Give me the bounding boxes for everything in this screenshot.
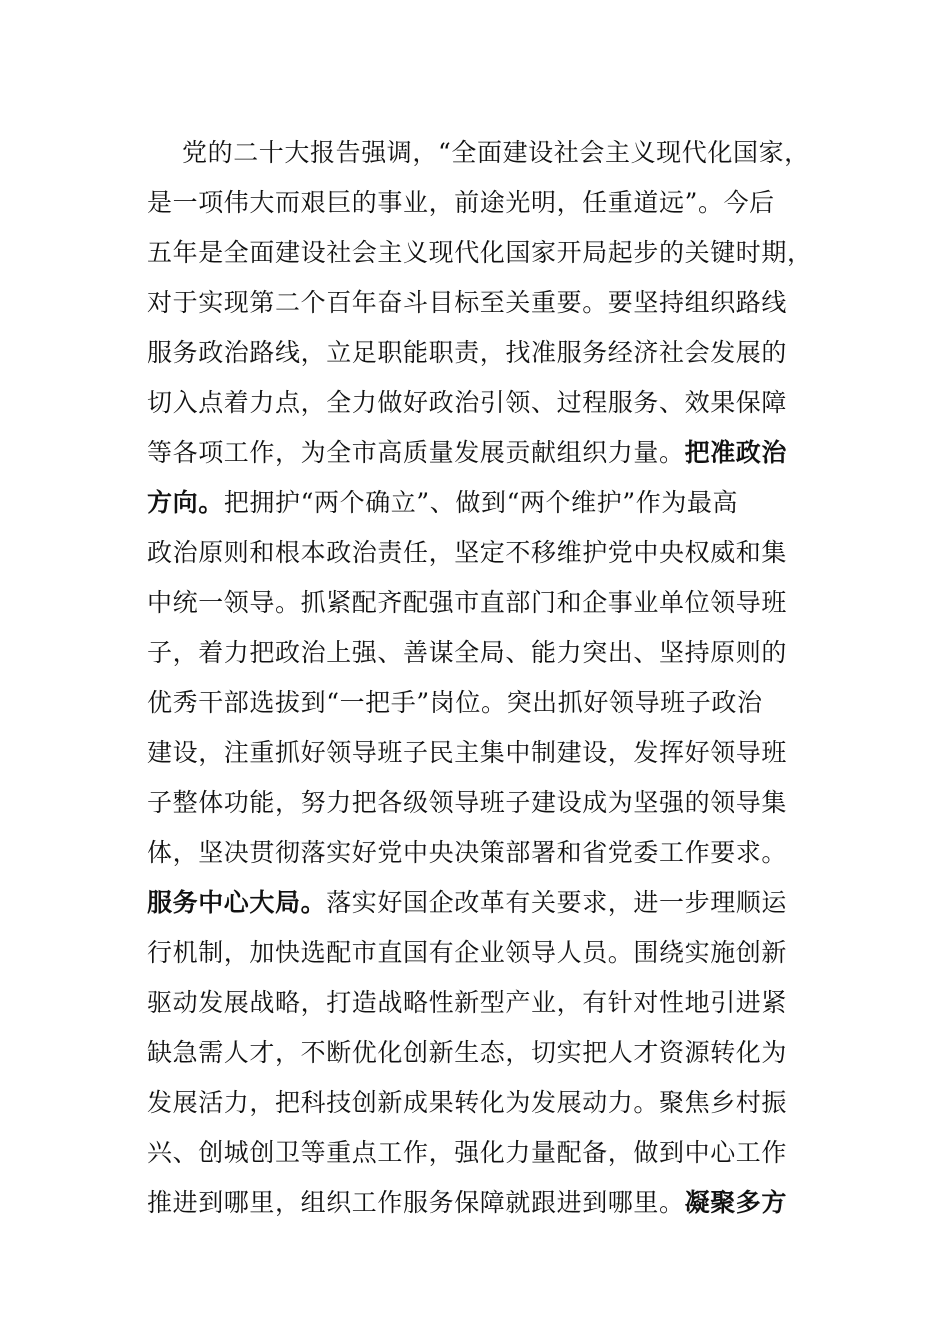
- text-line: 对于实现第二个百年奋斗目标至关重要。要坚持组织路线: [147, 288, 788, 317]
- text-line: 切入点着力点，全力做好政治引领、过程服务、效果保障: [147, 388, 788, 417]
- section-heading: 把准政治: [684, 438, 788, 467]
- text-line: 是一项伟大而艰巨的事业，前途光明，任重道远”。今后: [147, 188, 775, 217]
- section-heading: 方向。: [147, 488, 224, 517]
- text-line: 服务政治路线，立足职能职责，找准服务经济社会发展的: [147, 338, 788, 367]
- text-line: 驱动发展战略，打造战略性新型产业，有针对性地引进紧: [147, 988, 788, 1017]
- text-line: 优秀干部选拔到“一把手”岗位。突出抓好领导班子政治: [147, 688, 763, 717]
- text-line: 发展活力，把科技创新成果转化为发展动力。聚焦乡村振: [147, 1088, 788, 1117]
- text-line: 方向。把拥护“两个确立”、做到“两个维护”作为最高: [147, 488, 739, 517]
- text-line: 推进到哪里，组织工作服务保障就跟进到哪里。凝聚多方: [147, 1188, 788, 1217]
- text-line: 子，着力把政治上强、善谋全局、能力突出、坚持原则的: [147, 638, 788, 667]
- text-line: 党的二十大报告强调，“全面建设社会主义现代化国家，: [182, 138, 810, 167]
- text-line: 行机制，加快选配市直国有企业领导人员。围绕实施创新: [147, 938, 788, 967]
- text-line: 体，坚决贯彻落实好党中央决策部署和省党委工作要求。: [147, 838, 788, 867]
- section-heading: 服务中心大局。: [147, 888, 327, 917]
- text-line: 政治原则和根本政治责任，坚定不移维护党中央权威和集: [147, 538, 788, 567]
- text-line: 中统一领导。抓紧配齐配强市直部门和企事业单位领导班: [147, 588, 788, 617]
- text-line: 服务中心大局。落实好国企改革有关要求，进一步理顺运: [147, 888, 788, 917]
- text-line: 子整体功能，努力把各级领导班子建设成为坚强的领导集: [147, 788, 788, 817]
- text-line: 兴、创城创卫等重点工作，强化力量配备，做到中心工作: [147, 1138, 788, 1167]
- text-line: 等各项工作，为全市高质量发展贡献组织力量。把准政治: [147, 438, 788, 467]
- body-text: [147, 128, 813, 1228]
- text-line: 五年是全面建设社会主义现代化国家开局起步的关键时期，: [147, 238, 813, 267]
- section-heading: 凝聚多方: [684, 1188, 788, 1217]
- text-line: 缺急需人才，不断优化创新生态，切实把人才资源转化为: [147, 1038, 788, 1067]
- text-line: 建设，注重抓好领导班子民主集中制建设，发挥好领导班: [147, 738, 788, 767]
